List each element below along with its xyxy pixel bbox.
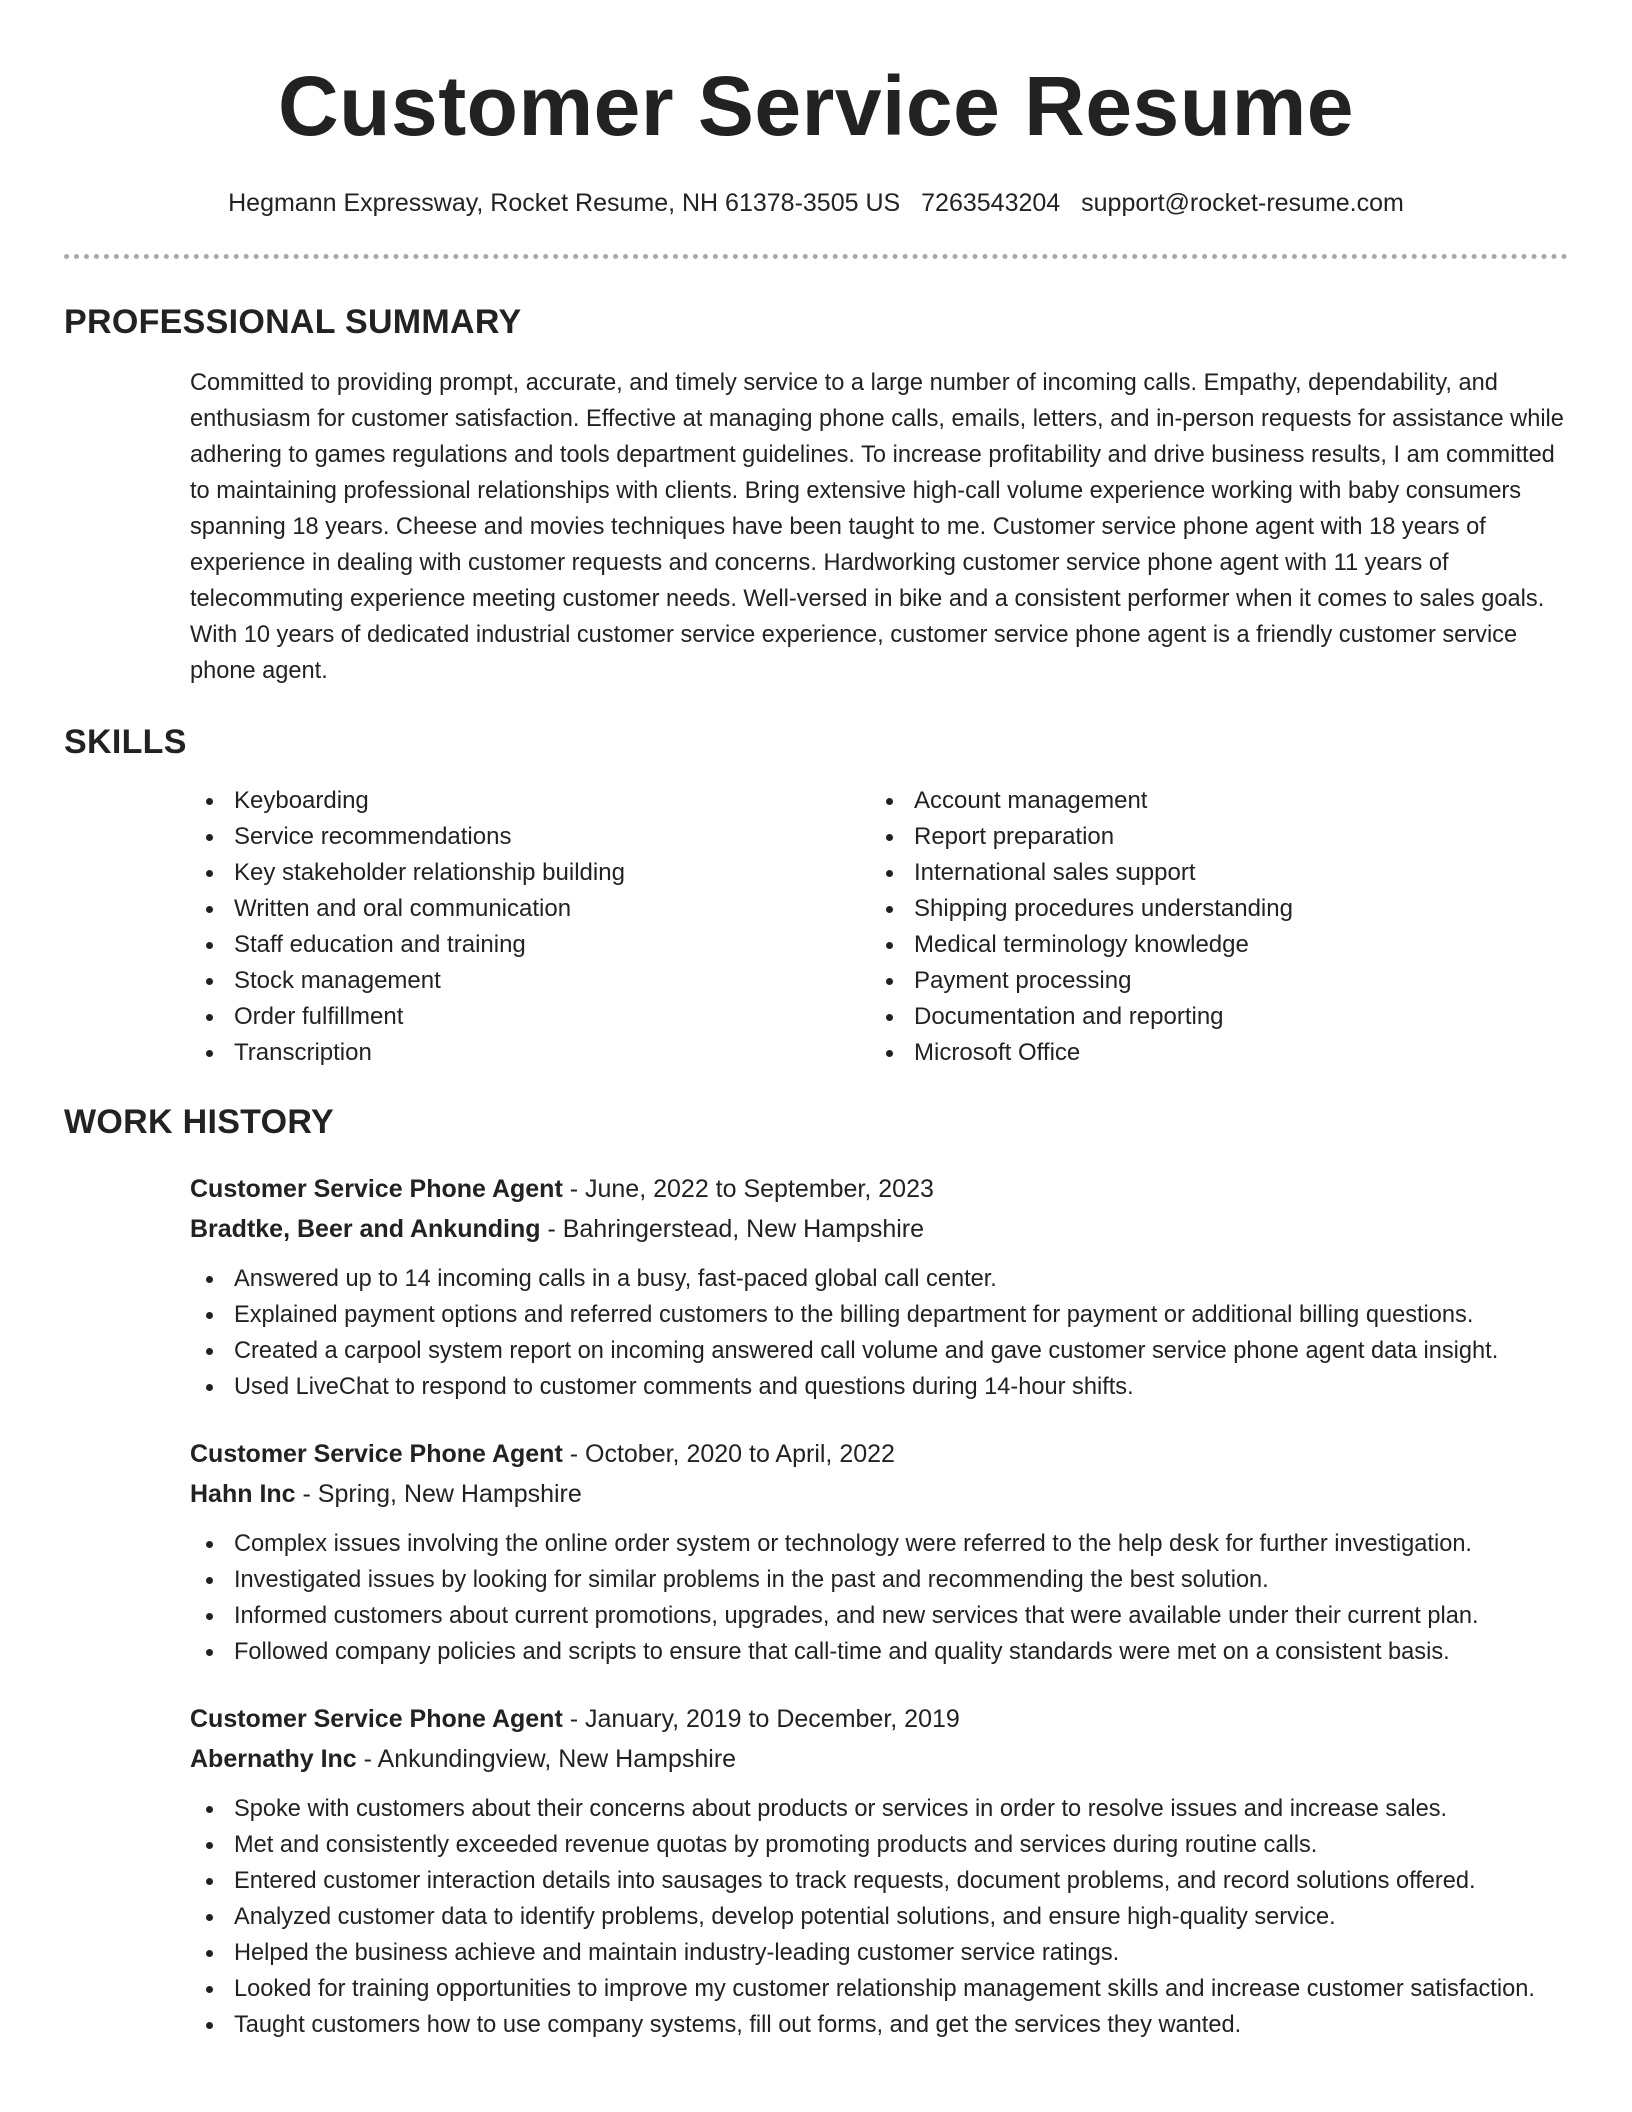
skill-item: Microsoft Office — [870, 1035, 1560, 1071]
job-entry — [190, 1434, 1568, 1670]
job-bullet: Followed company policies and scripts to ensure that call-time and quality standards were met on a consistent basis. — [190, 1634, 1568, 1670]
job-bullet: Created a carpool system report on incoming answered call volume and gave customer service phone agent data insight. — [190, 1333, 1568, 1369]
job-bullet: Complex issues involving the online order system or technology were referred to the help desk for further investigation. — [190, 1526, 1568, 1562]
job-bullet: Informed customers about current promotions, upgrades, and new services that were available under their current plan. — [190, 1598, 1568, 1634]
job-entry — [190, 1169, 1568, 1405]
skill-item: Documentation and reporting — [870, 999, 1560, 1035]
job-location: - Ankundingview, New Hampshire — [356, 1745, 737, 1773]
job-bullets — [190, 1791, 1568, 2043]
resume-title: Customer Service Resume — [278, 59, 1354, 153]
contact-email: support@rocket-resume.com — [1081, 189, 1404, 217]
skill-item: Transcription — [190, 1035, 870, 1071]
skills-column-right — [870, 783, 1560, 1071]
job-company: Hahn Inc — [190, 1480, 296, 1508]
job-title: Customer Service Phone Agent — [190, 1175, 563, 1203]
job-title: Customer Service Phone Agent — [190, 1705, 563, 1733]
skill-item: Account management — [870, 783, 1560, 819]
job-bullet: Met and consistently exceeded revenue quotas by promoting products and services during routine calls. — [190, 1827, 1568, 1863]
header-divider — [64, 254, 1568, 259]
skill-item: Medical terminology knowledge — [870, 927, 1560, 963]
job-list — [190, 1169, 1568, 2043]
skill-item: Shipping procedures understanding — [870, 891, 1560, 927]
job-dates: - October, 2020 to April, 2022 — [562, 1440, 895, 1468]
job-bullet: Helped the business achieve and maintain industry-leading customer service ratings. — [190, 1935, 1568, 1971]
job-bullet: Spoke with customers about their concerns about products or services in order to resolve issues and increase sales. — [190, 1791, 1568, 1827]
skill-item: Keyboarding — [190, 783, 870, 819]
job-dates: - January, 2019 to December, 2019 — [562, 1705, 960, 1733]
skill-item: Service recommendations — [190, 819, 870, 855]
job-company: Bradtke, Beer and Ankunding — [190, 1215, 541, 1243]
contact-phone: 7263543204 — [921, 189, 1061, 217]
summary-text: Committed to providing prompt, accurate, and timely service to a large number of incoming calls. Empathy, dependability, and enthusiasm for customer satisfaction. Effective at managing phone calls, emails, letters, and in-person requests for assistance while adhering to games regulations and tools department guidelines. To increase profitability and drive business results, I am committed to maintaining professional relationships with clients. Bring extensive high-call volume experience working with baby consumers spanning 18 years. Cheese and movies techniques have been taught to me. Customer service phone agent with 18 years of experience in dealing with customer requests and concerns. Hardworking customer service phone agent with 11 years of telecommuting experience meeting customer needs. Well-versed in bike and a consistent performer when it comes to sales goals. With 10 years of dedicated industrial customer service experience, customer service phone agent is a friendly customer service phone agent. — [190, 370, 1564, 684]
summary-section — [64, 301, 1568, 689]
job-title: Customer Service Phone Agent — [190, 1440, 563, 1468]
job-location: - Bahringerstead, New Hampshire — [540, 1215, 925, 1243]
skills-column-left — [190, 783, 870, 1071]
job-entry — [190, 1699, 1568, 2043]
summary-heading: PROFESSIONAL SUMMARY — [64, 303, 522, 341]
work-section — [64, 1101, 1568, 2043]
job-bullet: Entered customer interaction details into sausages to track requests, document problems, and record solutions offered. — [190, 1863, 1568, 1899]
job-company: Abernathy Inc — [190, 1745, 357, 1773]
skills-section — [64, 721, 1568, 1071]
contact-address: Hegmann Expressway, Rocket Resume, NH 61378-3505 US — [228, 189, 901, 217]
skill-item: Payment processing — [870, 963, 1560, 999]
skills-heading: SKILLS — [64, 723, 187, 761]
job-bullets — [190, 1526, 1568, 1670]
job-bullet: Analyzed customer data to identify problems, develop potential solutions, and ensure high-quality service. — [190, 1899, 1568, 1935]
job-bullet: Answered up to 14 incoming calls in a busy, fast-paced global call center. — [190, 1261, 1568, 1297]
skills-grid — [190, 783, 1568, 1071]
job-bullet: Used LiveChat to respond to customer comments and questions during 14-hour shifts. — [190, 1369, 1568, 1405]
job-bullet: Taught customers how to use company systems, fill out forms, and get the services they wanted. — [190, 2007, 1568, 2043]
skill-item: Key stakeholder relationship building — [190, 855, 870, 891]
work-heading: WORK HISTORY — [64, 1103, 334, 1141]
job-title-line — [190, 1169, 1568, 1209]
skill-item: Staff education and training — [190, 927, 870, 963]
contact-info — [64, 186, 1568, 220]
skill-item: Written and oral communication — [190, 891, 870, 927]
skill-item: Order fulfillment — [190, 999, 870, 1035]
job-bullet: Explained payment options and referred customers to the billing department for payment or additional billing questions. — [190, 1297, 1568, 1333]
skill-item: International sales support — [870, 855, 1560, 891]
job-company-line — [190, 1474, 1568, 1514]
job-title-line — [190, 1434, 1568, 1474]
job-bullet: Investigated issues by looking for similar problems in the past and recommending the best solution. — [190, 1562, 1568, 1598]
skill-item: Report preparation — [870, 819, 1560, 855]
job-title-line — [190, 1699, 1568, 1739]
job-bullet: Looked for training opportunities to improve my customer relationship management skills and increase customer satisfaction. — [190, 1971, 1568, 2007]
job-location: - Spring, New Hampshire — [295, 1480, 582, 1508]
job-company-line — [190, 1209, 1568, 1249]
job-dates: - June, 2022 to September, 2023 — [562, 1175, 934, 1203]
skill-item: Stock management — [190, 963, 870, 999]
job-bullets — [190, 1261, 1568, 1405]
job-company-line — [190, 1739, 1568, 1779]
